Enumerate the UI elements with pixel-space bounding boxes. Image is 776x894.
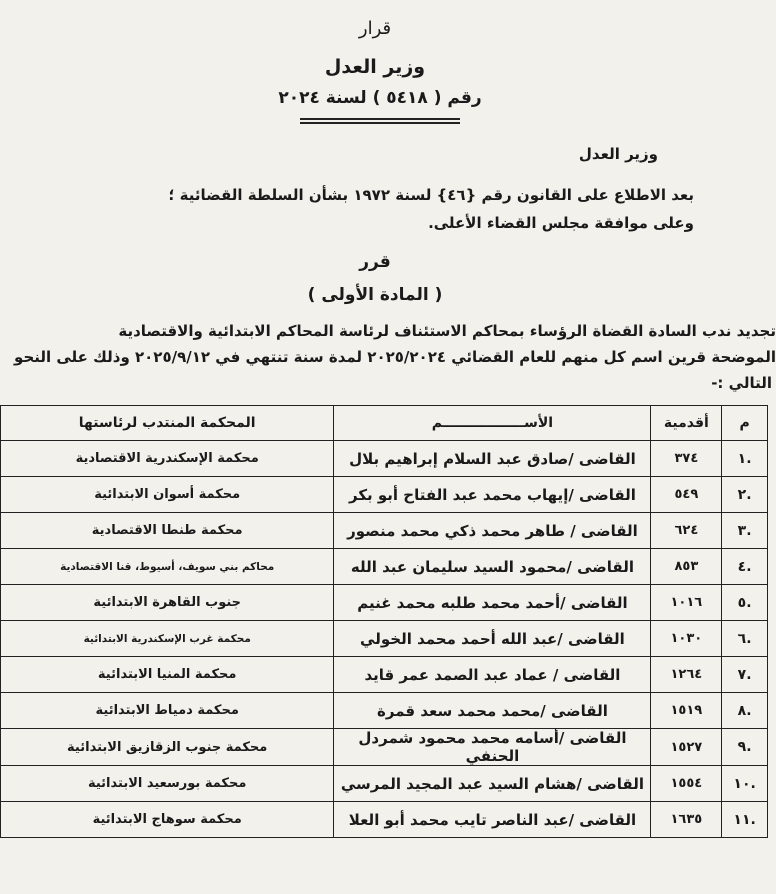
row-number: .١٠ <box>722 766 768 802</box>
decision-title: قرار <box>358 18 392 39</box>
row-number: .٦ <box>722 621 768 657</box>
row-court: محكمة بورسعيد الابتدائية <box>1 766 334 802</box>
row-seniority: ٣٧٤ <box>651 441 722 477</box>
table-row <box>1 729 768 766</box>
preamble-line: وعلى موافقة مجلس القضاء الأعلى. <box>428 214 694 232</box>
row-seniority: ١٠١٦ <box>651 585 722 621</box>
header-divider <box>300 118 460 120</box>
row-court: محكمة المنيا الابتدائية <box>1 657 334 693</box>
table-header-row <box>1 406 768 441</box>
table-row <box>1 693 768 729</box>
header-number: م <box>722 406 768 441</box>
minister-title: وزير العدل <box>324 56 426 78</box>
row-court: محكمة سوهاج الابتدائية <box>1 802 334 838</box>
row-court: محكمة دمياط الابتدائية <box>1 693 334 729</box>
row-court: جنوب القاهرة الابتدائية <box>1 585 334 621</box>
table-row <box>1 766 768 802</box>
row-name: القاضى /أحمد محمد طلبه محمد غنيم <box>334 585 651 621</box>
row-court: محاكم بني سويف، أسيوط، قنا الاقتصادية <box>1 549 334 585</box>
row-number: .١ <box>722 441 768 477</box>
row-seniority: ١٥٥٤ <box>651 766 722 802</box>
body-line: الموضحة قرين اسم كل منهم للعام القضائي ٢٠٢٥/٢٠٢٤ لمدة سنة تنتهي في ٢٠٢٥/٩/١٢ وذلك على النحو <box>14 348 776 366</box>
table-row <box>1 441 768 477</box>
table-row <box>1 549 768 585</box>
row-number: .٩ <box>722 729 768 766</box>
body-line: التالي :- <box>711 374 772 392</box>
row-court: محكمة جنوب الزقازيق الابتدائية <box>1 729 334 766</box>
row-name: القاضى /إيهاب محمد عبد الفتاح أبو بكر <box>334 477 651 513</box>
row-name: القاضى / طاهر محمد ذكي محمد منصور <box>334 513 651 549</box>
row-court: محكمة غرب الإسكندرية الابتدائية <box>1 621 334 657</box>
article-title: ( المادة الأولى ) <box>307 285 443 305</box>
body-line: تجديد ندب السادة القضاة الرؤساء بمحاكم الاستئناف لرئاسة المحاكم الابتدائية والاقتصادية <box>118 322 776 340</box>
row-number: .١١ <box>722 802 768 838</box>
table-row <box>1 513 768 549</box>
row-seniority: ٦٢٤ <box>651 513 722 549</box>
preamble-line: بعد الاطلاع على القانون رقم {٤٦} لسنة ١٩٧٢ بشأن السلطة القضائية ؛ <box>168 186 694 204</box>
table-row <box>1 585 768 621</box>
row-name: القاضى /عبد الله أحمد محمد الخولي <box>334 621 651 657</box>
table-row <box>1 477 768 513</box>
header-seniority: أقدمية <box>651 406 722 441</box>
row-name: القاضى /محمد محمد سعد قمرة <box>334 693 651 729</box>
row-name: القاضى / عماد عبد الصمد عمر قايد <box>334 657 651 693</box>
table-row <box>1 802 768 838</box>
row-number: .٢ <box>722 477 768 513</box>
header-name: الأســـــــــــــــــم <box>334 406 651 441</box>
row-number: .٥ <box>722 585 768 621</box>
row-name: القاضى /هشام السيد عبد المجيد المرسي <box>334 766 651 802</box>
row-name: القاضى /أسامه محمد محمود شمردل الحنفي <box>334 729 651 766</box>
row-seniority: ١٥٢٧ <box>651 729 722 766</box>
header-court: المحكمة المنتدب لرئاستها <box>1 406 334 441</box>
row-seniority: ١٥١٩ <box>651 693 722 729</box>
row-court: محكمة الإسكندرية الاقتصادية <box>1 441 334 477</box>
row-seniority: ١٦٣٥ <box>651 802 722 838</box>
row-name: القاضى /صادق عبد السلام إبراهيم بلال <box>334 441 651 477</box>
judges-table <box>0 405 768 838</box>
decision-number: رقم ( ٥٤١٨ ) لسنة ٢٠٢٤ <box>278 88 482 108</box>
row-number: .٤ <box>722 549 768 585</box>
row-court: محكمة طنطا الاقتصادية <box>1 513 334 549</box>
row-seniority: ١٠٣٠ <box>651 621 722 657</box>
header-divider-second <box>300 122 460 124</box>
row-number: .٣ <box>722 513 768 549</box>
decree-word: قرر <box>359 252 391 272</box>
row-seniority: ٨٥٣ <box>651 549 722 585</box>
row-name: القاضى /عبد الناصر تايب محمد أبو العلا <box>334 802 651 838</box>
row-number: .٨ <box>722 693 768 729</box>
row-name: القاضى /محمود السيد سليمان عبد الله <box>334 549 651 585</box>
row-number: .٧ <box>722 657 768 693</box>
table-row <box>1 621 768 657</box>
table-row <box>1 657 768 693</box>
row-seniority: ٥٤٩ <box>651 477 722 513</box>
minister-label: وزير العدل <box>578 145 658 163</box>
row-seniority: ١٢٦٤ <box>651 657 722 693</box>
row-court: محكمة أسوان الابتدائية <box>1 477 334 513</box>
